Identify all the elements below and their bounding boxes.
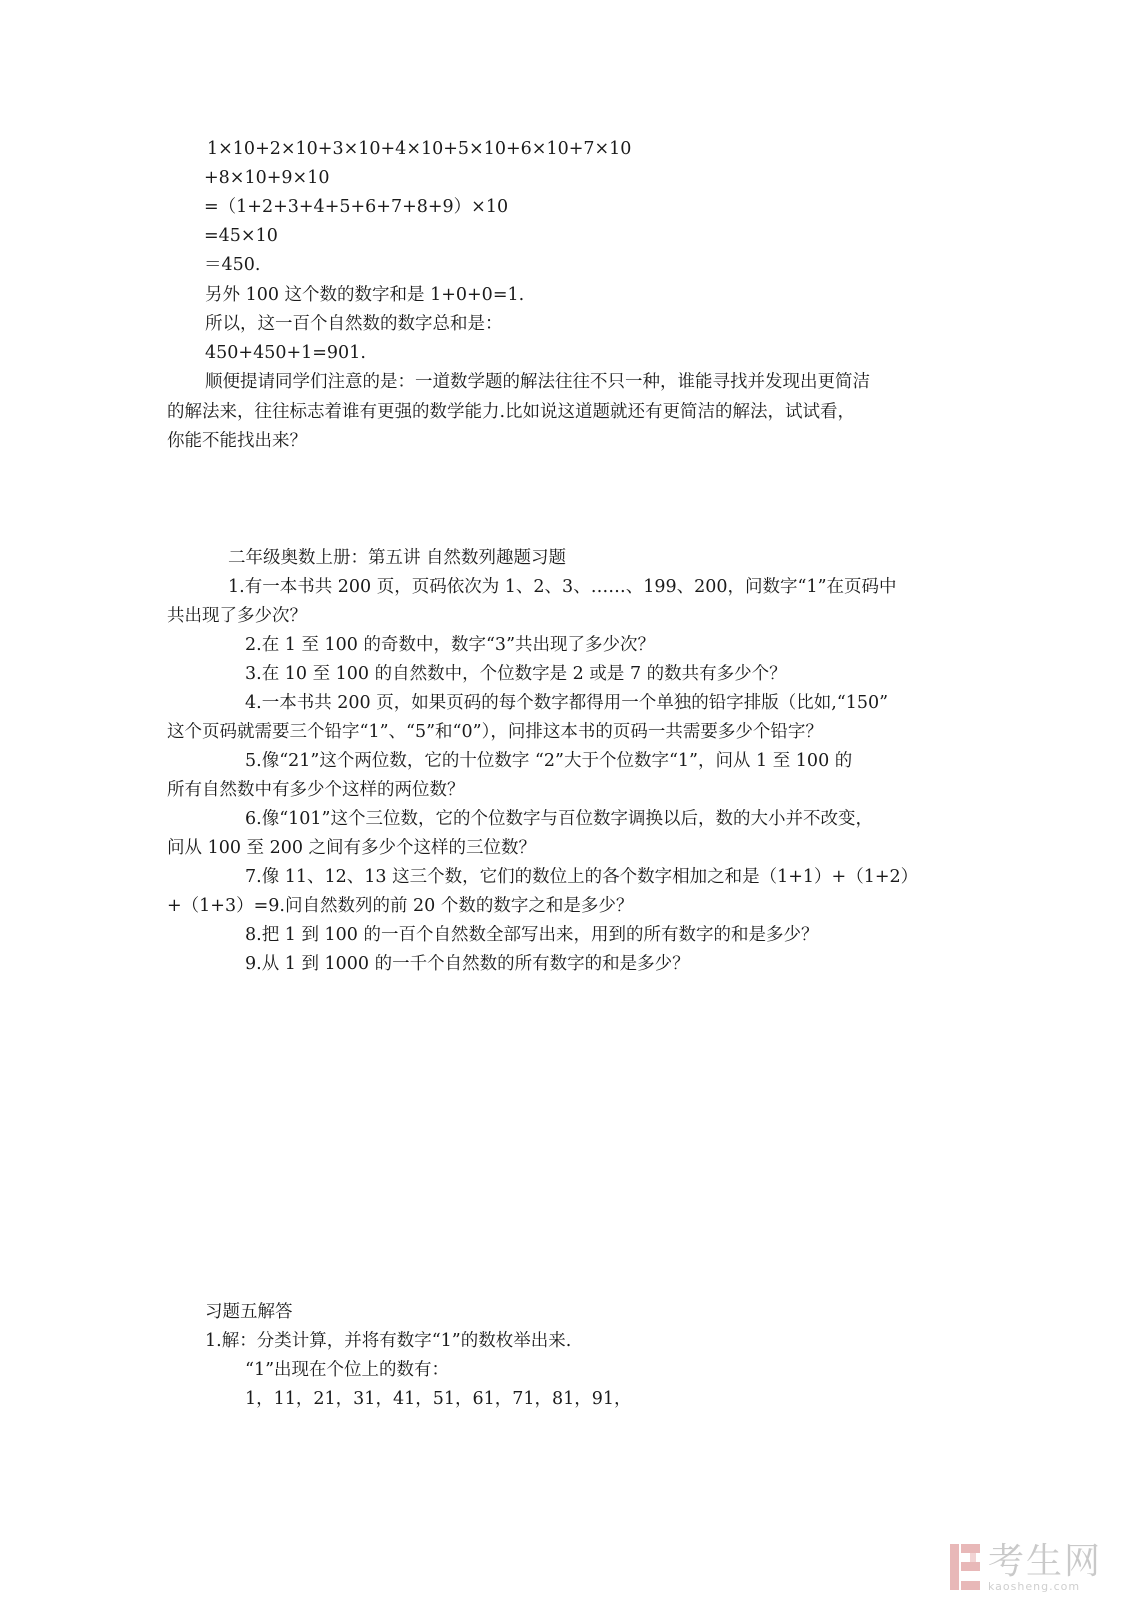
watermark-url: kaosheng.com (988, 1580, 1081, 1593)
kaosheng-logo-icon (948, 1542, 982, 1592)
answer-line: 1.解：分类计算，并将有数字“1”的数枚举出来. (205, 1331, 572, 1351)
exercise-item: 所有自然数中有多少个这样的两位数？ (167, 780, 465, 800)
exercise-item: 7.像 11、12、13 这三个数，它们的数位上的各个数字相加之和是（1+1）+（1+2） (245, 867, 919, 887)
exercise-item: 3.在 10 至 100 的自然数中，个位数字是 2 或是 7 的数共有多少个？ (245, 664, 787, 684)
watermark-text: 考生网 (988, 1541, 1103, 1582)
answer-section-title: 习题五解答 (205, 1302, 293, 1322)
formula-line: =（1+2+3+4+5+6+7+8+9）×10 (204, 197, 509, 217)
exercise-item: 9.从 1 到 1000 的一千个自然数的所有数字的和是多少？ (245, 954, 690, 974)
note-paragraph-line: 你能不能找出来？ (167, 431, 307, 451)
solution-line: 所以，这一百个自然数的数字总和是： (205, 314, 503, 334)
answer-line: “1”出现在个位上的数有： (245, 1360, 450, 1380)
exercise-item: 1.有一本书共 200 页，页码依次为 1、2、3、……、199、200，问数字“1”在页码中 (228, 577, 897, 597)
solution-line: 450+450+1=901. (205, 343, 366, 363)
exercise-item: 2.在 1 至 100 的奇数中，数字“3”共出现了多少次？ (245, 635, 656, 655)
exercise-item: 8.把 1 到 100 的一百个自然数全部写出来，用到的所有数字的和是多少？ (245, 925, 819, 945)
solution-line: 另外 100 这个数的数字和是 1+0+0=1. (205, 285, 525, 305)
exercise-item: 4.一本书共 200 页，如果页码的每个数字都得用一个单独的铅字排版（比如,“150” (245, 693, 889, 713)
exercise-item: 共出现了多少次？ (167, 606, 307, 626)
answer-line: 1，11，21，31，41，51，61，71，81，91， (245, 1389, 632, 1409)
note-paragraph-line: 顺便提请同学们注意的是：一道数学题的解法往往不只一种，谁能寻找并发现出更简洁 (205, 372, 870, 392)
exercise-item: +（1+3）=9.问自然数列的前 20 个数的数字之和是多少？ (167, 896, 634, 916)
exercise-section-title: 二年级奥数上册：第五讲 自然数列趣题习题 (228, 548, 567, 568)
exercise-item: 这个页码就需要三个铅字“1”、“5”和“0”），问排这本书的页码一共需要多少个铅字？ (167, 722, 823, 742)
formula-line: 1×10+2×10+3×10+4×10+5×10+6×10+7×10 (207, 139, 632, 159)
note-paragraph-line: 的解法来，往往标志着谁有更强的数学能力.比如说这道题就还有更简洁的解法，试试看， (167, 402, 856, 422)
exercise-item: 6.像“101”这个三位数，它的个位数字与百位数字调换以后，数的大小并不改变， (245, 809, 873, 829)
exercise-item: 5.像“21”这个两位数，它的十位数字 “2”大于个位数字“1”，问从 1 至 100 的 (245, 751, 853, 771)
formula-line: =45×10 (204, 226, 278, 246)
formula-line: +8×10+9×10 (204, 168, 330, 188)
watermark (948, 1542, 1118, 1594)
exercise-item: 问从 100 至 200 之间有多少个这样的三位数？ (167, 838, 537, 858)
formula-line: ＝450. (204, 255, 261, 275)
